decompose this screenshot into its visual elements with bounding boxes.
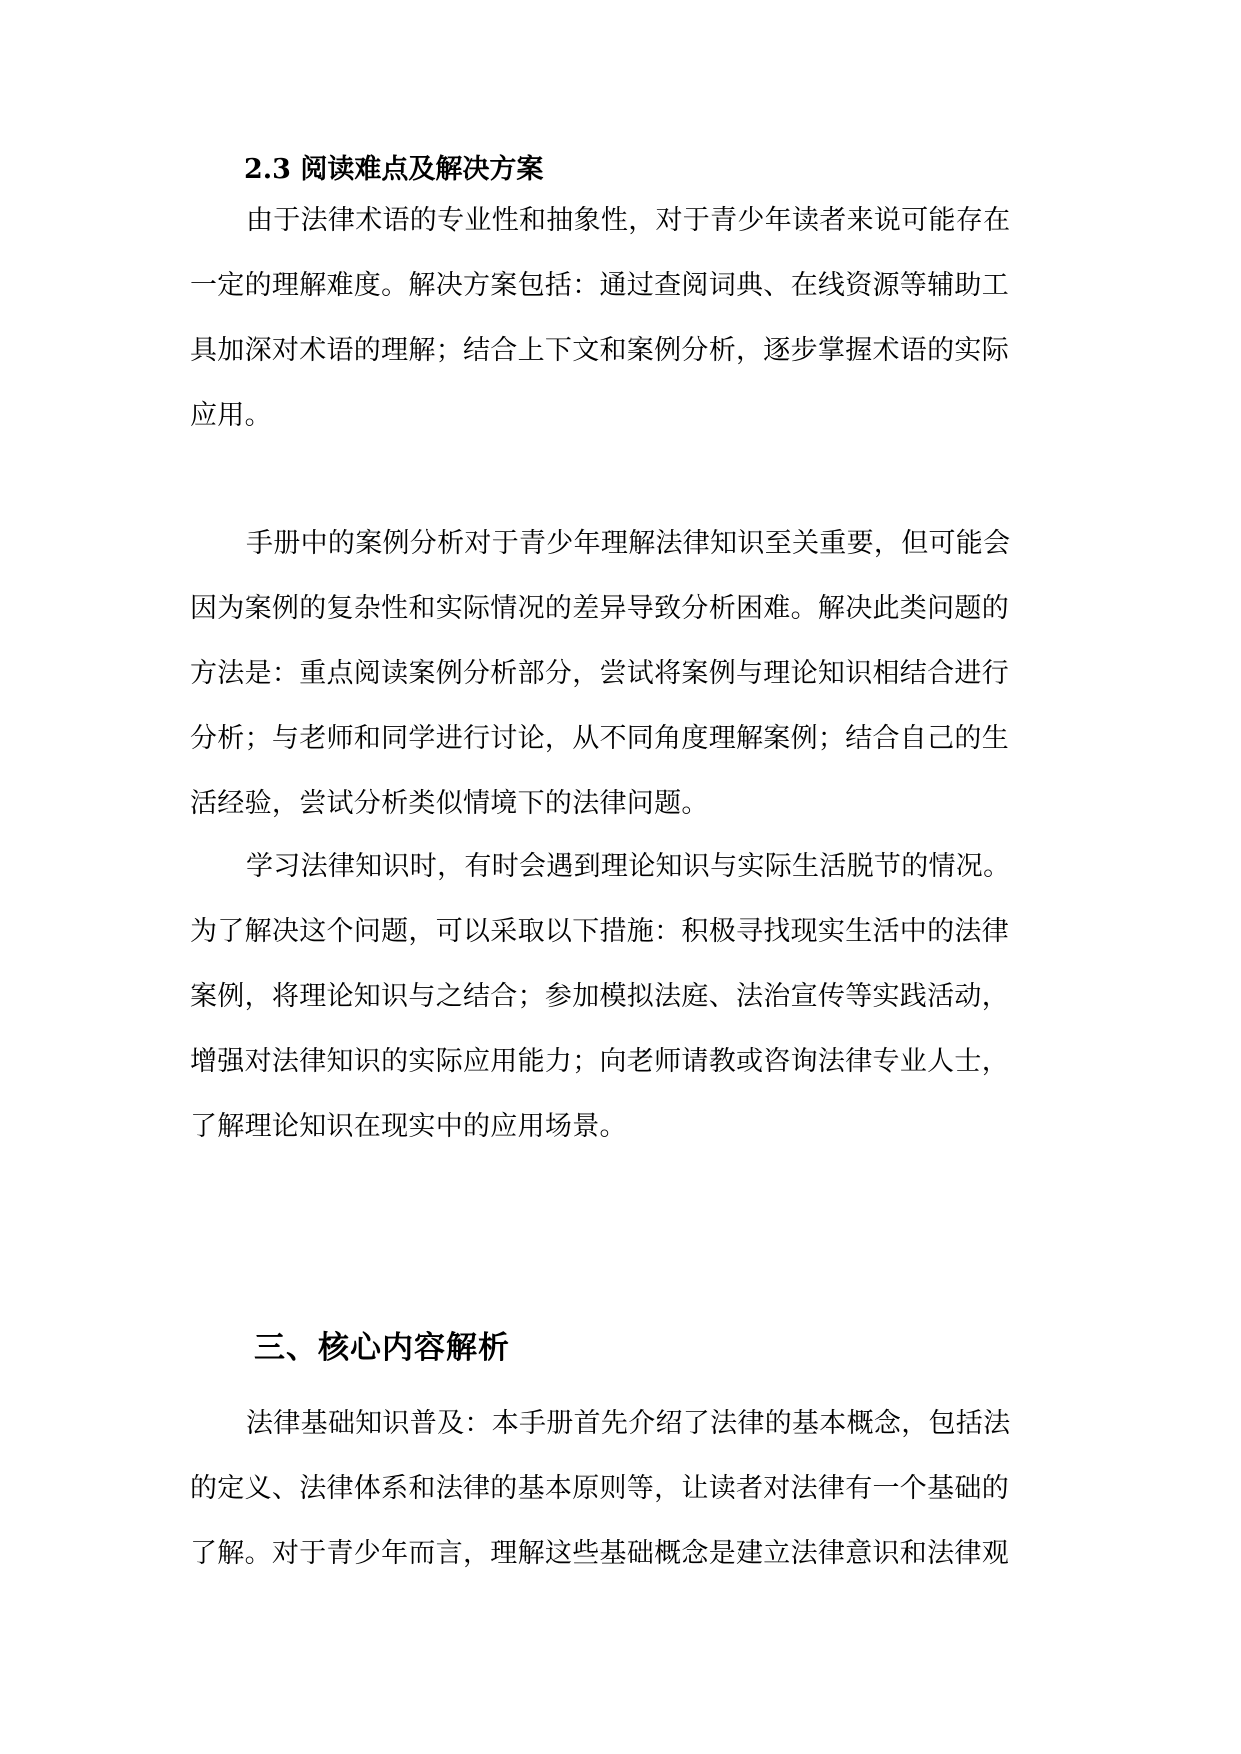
- section-2-3-title: 2.3 阅读难点及解决方案: [244, 154, 544, 185]
- paragraph-line: 因为案例的复杂性和实际情况的差异导致分析困难。解决此类问题的: [190, 593, 1009, 624]
- paragraph-line: 学习法律知识时，有时会遇到理论知识与实际生活脱节的情况。: [246, 851, 1011, 882]
- paragraph-line: 分析；与老师和同学进行讨论，从不同角度理解案例；结合自己的生: [190, 723, 1009, 754]
- paragraph-line: 具加深对术语的理解；结合上下文和案例分析，逐步掌握术语的实际: [190, 335, 1009, 366]
- paragraph-line: 活经验，尝试分析类似情境下的法律问题。: [190, 788, 709, 819]
- paragraph-line: 应用。: [190, 400, 272, 431]
- paragraph-line: 由于法律术语的专业性和抽象性，对于青少年读者来说可能存在: [246, 205, 1011, 236]
- paragraph-line: 案例，将理论知识与之结合；参加模拟法庭、法治宣传等实践活动，: [190, 981, 1009, 1012]
- paragraph-line: 增强对法律知识的实际应用能力；向老师请教或咨询法律专业人士，: [190, 1046, 1009, 1077]
- paragraph-line: 法律基础知识普及：本手册首先介绍了法律的基本概念，包括法: [246, 1408, 1011, 1439]
- paragraph-line: 方法是：重点阅读案例分析部分，尝试将案例与理论知识相结合进行: [190, 658, 1009, 689]
- paragraph-line: 一定的理解难度。解决方案包括：通过查阅词典、在线资源等辅助工: [190, 270, 1009, 301]
- paragraph-line: 手册中的案例分析对于青少年理解法律知识至关重要，但可能会: [246, 528, 1011, 559]
- paragraph-line: 了解理论知识在现实中的应用场景。: [190, 1111, 627, 1142]
- paragraph-line: 的定义、法律体系和法律的基本原则等，让读者对法律有一个基础的: [190, 1473, 1009, 1504]
- section-3-title: 三、核心内容解析: [254, 1330, 510, 1366]
- paragraph-line: 了解。对于青少年而言，理解这些基础概念是建立法律意识和法律观: [190, 1538, 1009, 1569]
- paragraph-line: 为了解决这个问题，可以采取以下措施：积极寻找现实生活中的法律: [190, 916, 1009, 947]
